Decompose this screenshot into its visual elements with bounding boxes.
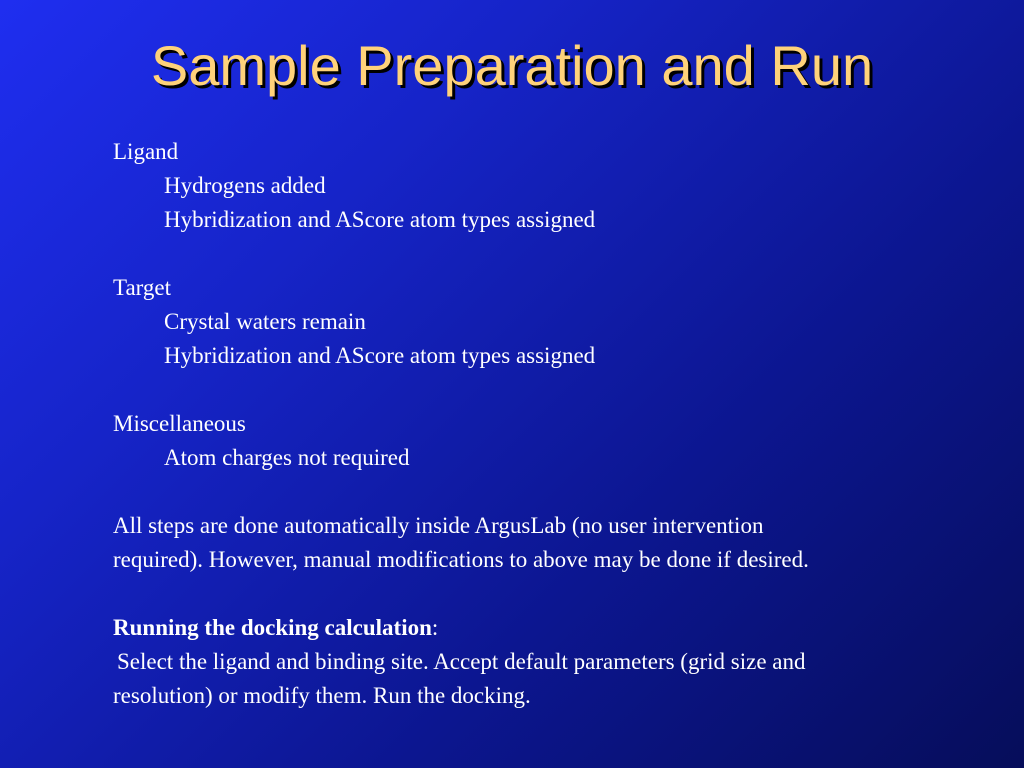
docking-instructions-line-2: resolution) or modify them. Run the docking.: [113, 683, 531, 708]
slide-body: [113, 135, 993, 713]
misc-heading: Miscellaneous: [113, 411, 246, 436]
spacer: [113, 577, 993, 611]
target-item-atom-types: Hybridization and AScore atom types assigned: [164, 343, 596, 368]
spacer: [113, 373, 993, 407]
automation-note-line-2: required). However, manual modifications to above may be done if desired.: [113, 547, 809, 572]
automation-note-line-1: All steps are done automatically inside ArgusLab (no user intervention: [113, 513, 764, 538]
spacer: [113, 475, 993, 509]
spacer: [113, 237, 993, 271]
ligand-item-atom-types: Hybridization and AScore atom types assigned: [164, 207, 596, 232]
docking-heading: Running the docking calculation: [113, 615, 432, 640]
target-item-waters: Crystal waters remain: [164, 309, 366, 334]
misc-item-charges: Atom charges not required: [164, 445, 410, 470]
ligand-item-hydrogens: Hydrogens added: [164, 173, 326, 198]
docking-instructions-line-1: Select the ligand and binding site. Accept default parameters (grid size and: [117, 649, 806, 674]
docking-heading-colon: :: [431, 615, 439, 640]
docking-heading-line: [113, 611, 993, 645]
slide-title: Sample Preparation and Run: [150, 34, 874, 97]
target-heading: Target: [113, 275, 171, 300]
ligand-heading: Ligand: [113, 139, 179, 164]
